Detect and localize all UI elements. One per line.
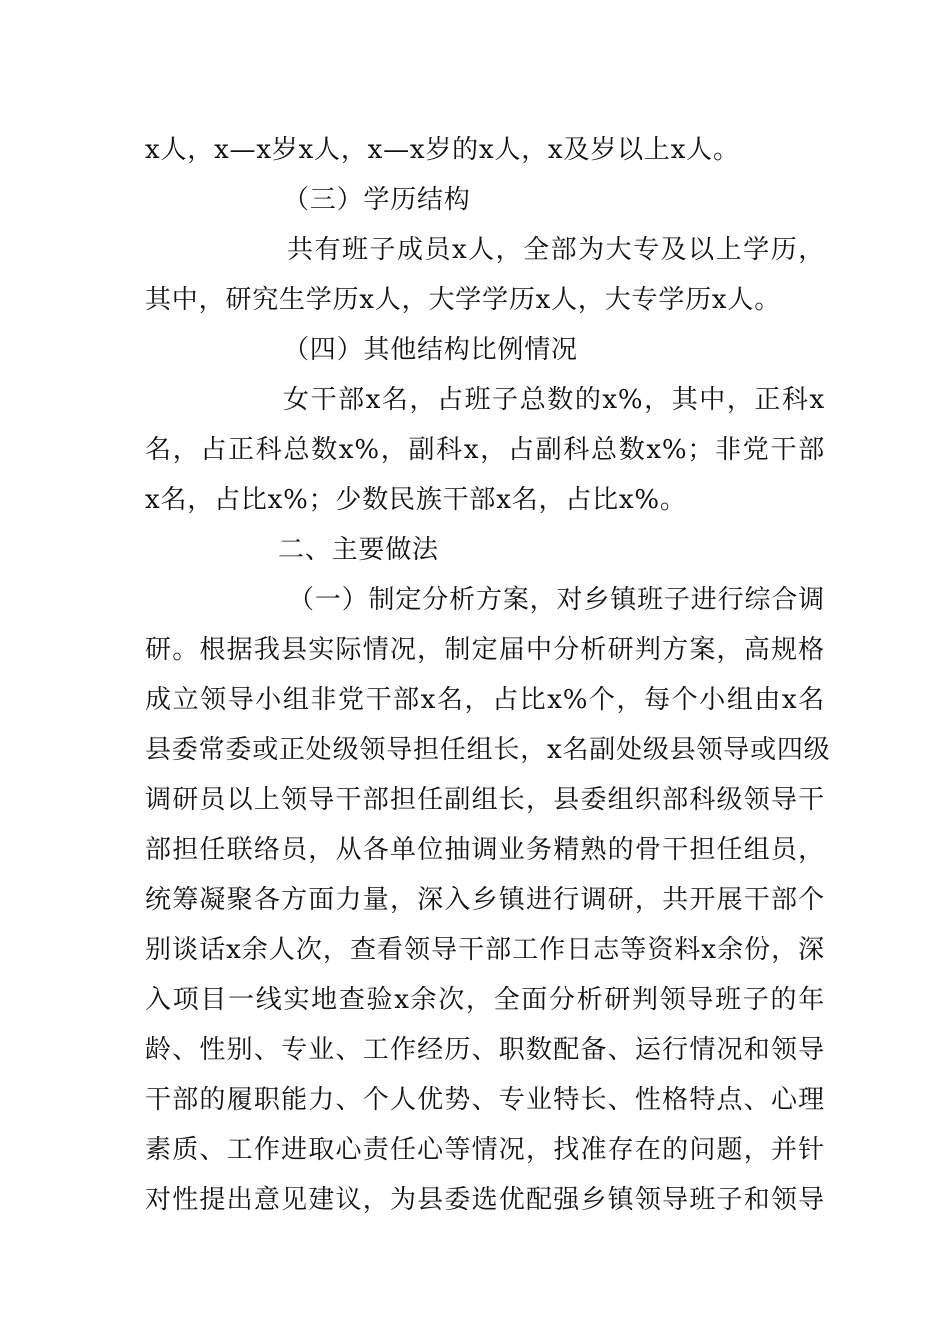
text-line: 龄、性别、专业、工作经历、职数配备、运行情况和领导 xyxy=(145,1035,825,1065)
text-line: x人，x—x岁x人，x—x岁的x人，x及岁以上x人。 xyxy=(145,135,740,165)
text-line: 别谈话x余人次，查看领导干部工作日志等资料x余份，深 xyxy=(145,935,825,965)
text-line: 入项目一线实地查验x余次，全面分析研判领导班子的年 xyxy=(145,985,825,1015)
text-line: 其中，研究生学历x人，大学学历x人，大专学历x人。 xyxy=(145,285,781,315)
text-line: 名，占正科总数x%，副科x，占副科总数x%；非党干部 xyxy=(145,435,825,465)
text-line: x名，占比x%；少数民族干部x名，占比x%。 xyxy=(145,485,687,515)
section-heading: （四）其他结构比例情况 xyxy=(283,335,578,365)
text-line: 部担任联络员，从各单位抽调业务精熟的骨干担任组员， xyxy=(145,835,825,865)
paragraph-first-line: （一）制定分析方案，对乡镇班子进行综合调 xyxy=(288,585,825,615)
text-line: 干部的履职能力、个人优势、专业特长、性格特点、心理 xyxy=(145,1085,825,1115)
text-line: 研。根据我县实际情况，制定届中分析研判方案，高规格 xyxy=(145,635,825,665)
section-heading: 二、主要做法 xyxy=(278,535,439,565)
text-line: 成立领导小组非党干部x名，占比x%个，每个小组由x名 xyxy=(145,685,825,715)
paragraph-first-line: 共有班子成员x人，全部为大专及以上学历， xyxy=(287,235,825,265)
text-line: 统筹凝聚各方面力量，深入乡镇进行调研，共开展干部个 xyxy=(145,885,825,915)
text-line: 素质、工作进取心责任心等情况，找准存在的问题，并针 xyxy=(145,1135,825,1165)
text-line: 对性提出意见建议，为县委选优配强乡镇领导班子和领导 xyxy=(145,1185,825,1215)
text-line: 调研员以上领导干部担任副组长，县委组织部科级领导干 xyxy=(145,785,825,815)
text-line: 县委常委或正处级领导担任组长，x名副处级县领导或四级 xyxy=(145,735,831,765)
paragraph-first-line: 女干部x名，占班子总数的x%，其中，正科x xyxy=(283,385,825,415)
section-heading: （三）学历结构 xyxy=(283,185,471,215)
